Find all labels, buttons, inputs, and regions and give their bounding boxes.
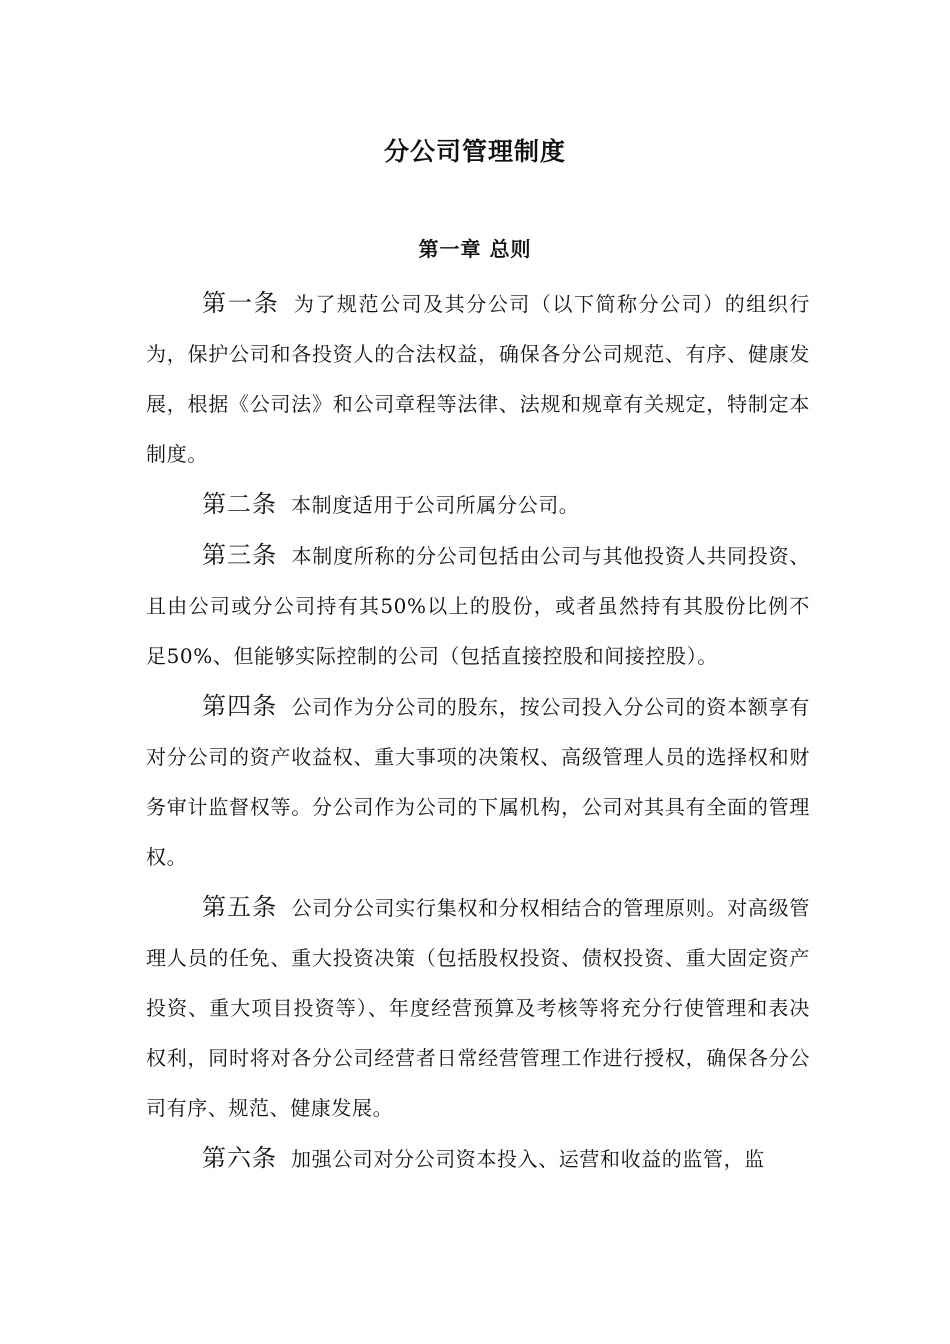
article-3 [146,530,810,681]
article-number: 第二条 [202,490,277,518]
article-1 [146,278,810,479]
document-body [146,278,810,1184]
article-number: 第六条 [202,1144,277,1172]
article-text: 加强公司对分公司资本投入、运营和收益的监管，监 [291,1147,765,1171]
article-number: 第四条 [202,692,278,720]
article-text: 公司分公司实行集权和分权相结合的管理原则。对高级管理人员的任免、重大投资决策（包括股权投资、债权投资、重大固定资产投资、重大项目投资等）、年度经营预算及考核等将充分行使管理和表决权利，同时将对各分公司经营者日常经营管理工作进行授权，确保各分公司有序、规范、健康发展。 [146,896,811,1120]
article-text: 本制度适用于公司所属分公司。 [291,493,580,517]
chapter-title: 第一章 总则 [418,237,532,261]
article-text: 为了规范公司及其分公司（以下简称分公司）的组织行为，保护公司和各投资人的合法权益，确保各分公司规范、有序、健康发展，根据《公司法》和公司章程等法律、法规和规章有关规定，特制定本制度。 [146,292,810,466]
article-text: 公司作为分公司的股东，按公司投入分公司的资本额享有对分公司的资产收益权、重大事项的决策权、高级管理人员的选择权和财务审计监督权等。分公司作为公司的下属机构，公司对其具有全面的管理权。 [146,695,811,869]
article-number: 第一条 [202,289,280,317]
article-number: 第三条 [202,541,278,569]
article-6 [146,1133,810,1184]
document-title: 分公司管理制度 [383,137,566,166]
article-5 [146,882,810,1133]
article-text: 本制度所称的分公司包括由公司与其他投资人共同投资、且由公司或分公司持有其50%以上的股份，或者虽然持有其股份比例不足50%、但能够实际控制的公司（包括直接控股和间接控股）。 [146,544,811,668]
article-4 [146,681,810,882]
article-number: 第五条 [202,893,278,921]
article-2 [146,479,810,530]
